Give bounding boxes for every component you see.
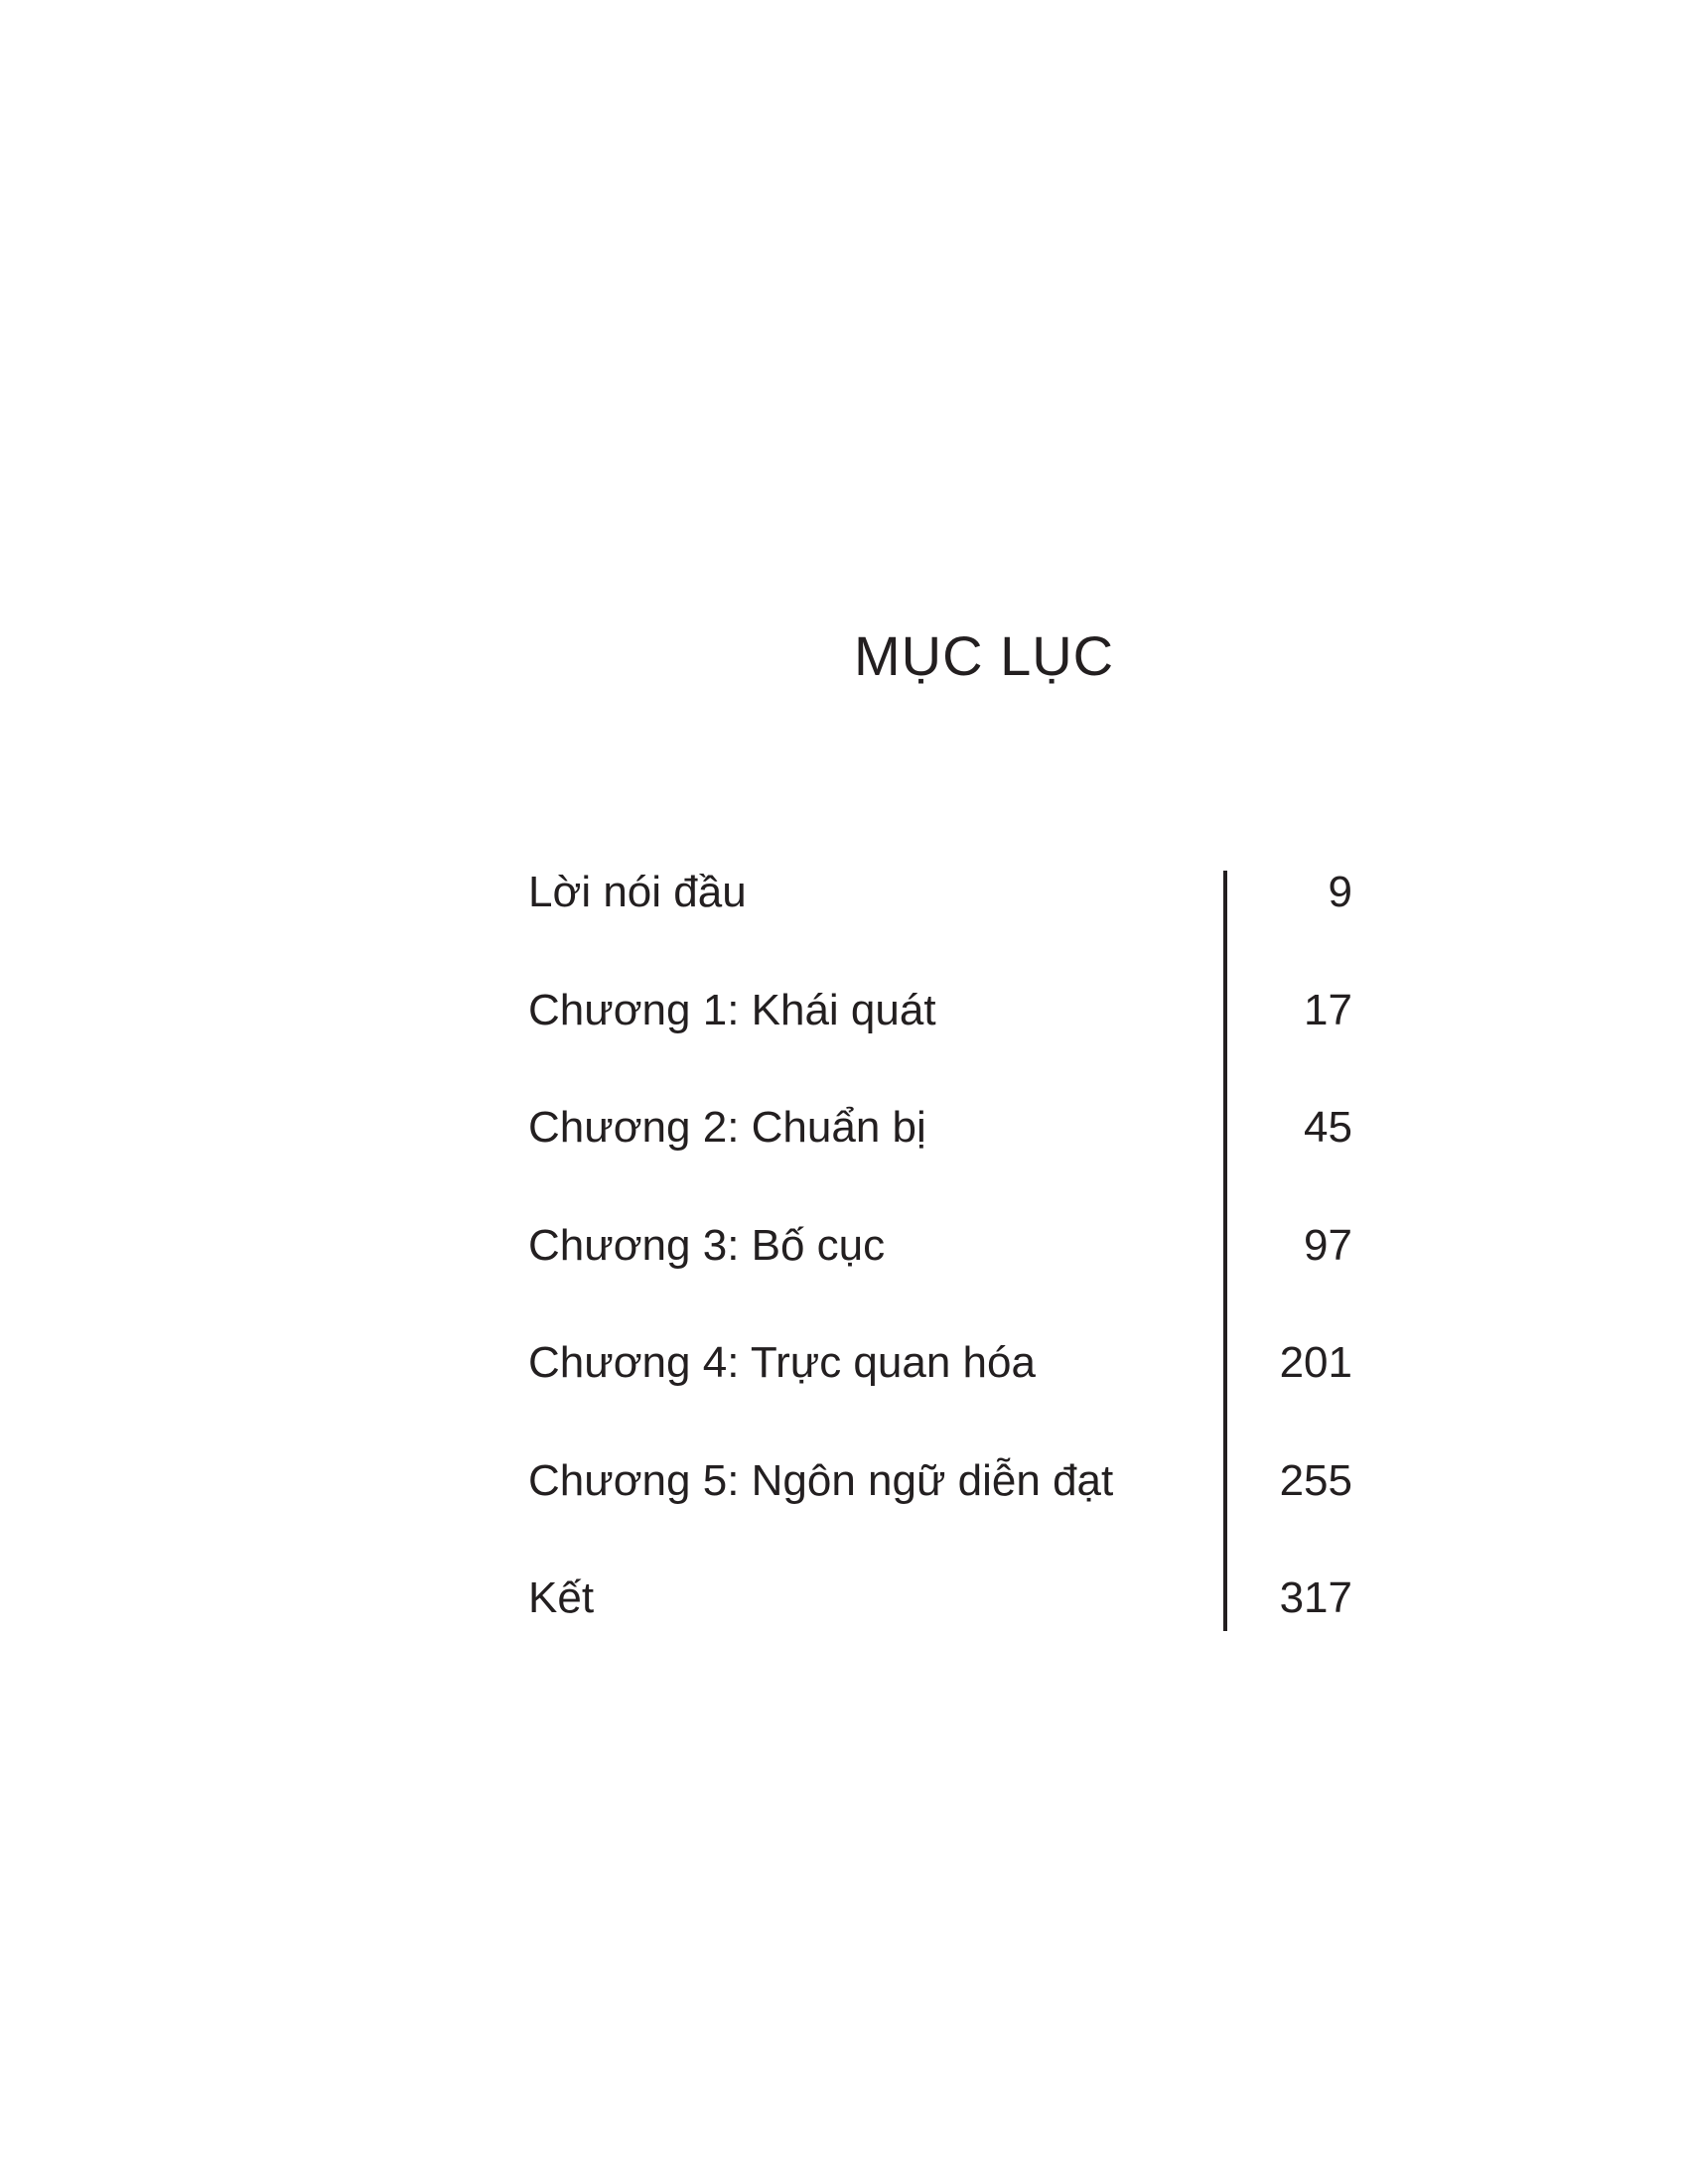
toc-entry-label: Chương 1: Khái quát — [528, 985, 936, 1034]
toc-entry-label: Chương 5: Ngôn ngữ diễn đạt — [528, 1455, 1114, 1505]
toc-entry — [528, 1101, 1352, 1219]
toc-entry-page: 9 — [1328, 868, 1352, 916]
toc-entry-page: 317 — [1279, 1573, 1352, 1622]
toc-entry-label: Chương 2: Chuẩn bị — [528, 1103, 926, 1152]
toc-entry-page: 201 — [1279, 1338, 1352, 1387]
toc-entry-label: Chương 4: Trực quan hóa — [528, 1338, 1036, 1387]
toc-entry-label: Kết — [528, 1573, 595, 1622]
toc-entry — [528, 1571, 1352, 1690]
toc-entry-page: 255 — [1279, 1455, 1352, 1505]
page-title: MỤC LỤC — [854, 624, 1115, 687]
table-of-contents — [528, 866, 1352, 1690]
toc-entry — [528, 1336, 1352, 1454]
toc-entry — [528, 866, 1352, 984]
toc-entry-label: Chương 3: Bố cục — [528, 1220, 886, 1270]
toc-entry-page: 97 — [1304, 1220, 1352, 1270]
toc-entry — [528, 1454, 1352, 1572]
toc-entry — [528, 984, 1352, 1102]
toc-entry-label: Lời nói đầu — [528, 868, 747, 916]
toc-divider-line — [1223, 871, 1227, 1631]
toc-entry-page: 45 — [1304, 1103, 1352, 1152]
toc-entry — [528, 1219, 1352, 1337]
toc-entry-page: 17 — [1304, 985, 1352, 1034]
